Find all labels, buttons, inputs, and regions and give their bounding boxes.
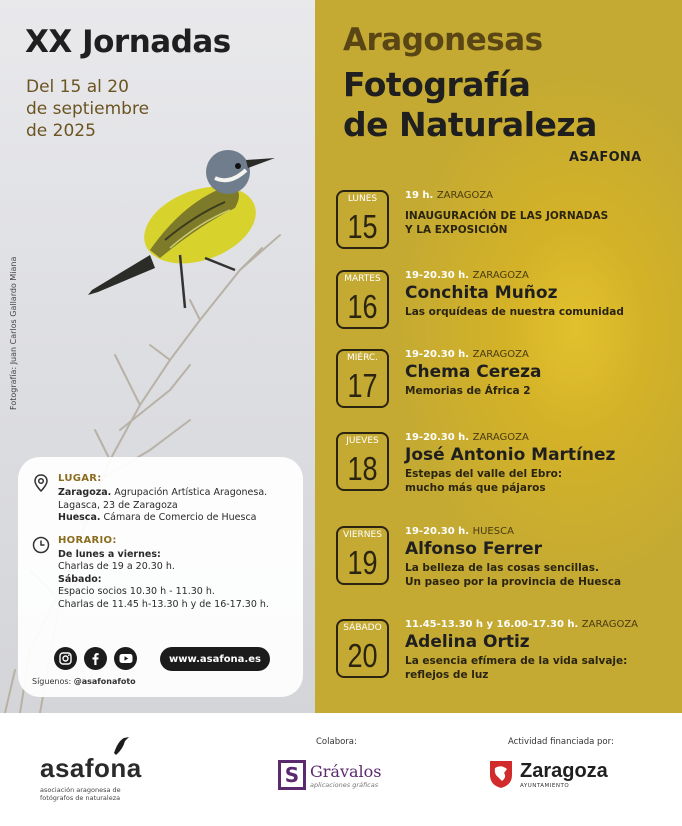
schedule-heading: HORARIO:: [58, 534, 117, 546]
program-panel: [315, 0, 682, 713]
speaker-name: José Antonio Martínez: [405, 445, 616, 465]
event-time: 19-20.30 h. ZARAGOZA: [405, 432, 529, 443]
bird-logo-icon: [110, 735, 130, 757]
gravalos-logo: S Grávalos aplicaciones gráficas: [278, 760, 382, 790]
asafona-wordmark: asafona: [40, 753, 142, 783]
speaker-name: Adelina Ortiz: [405, 632, 530, 652]
zaragoza-crest-icon: [488, 759, 514, 789]
title-line-2: Fotografía: [343, 65, 531, 104]
location-pin-icon: [32, 474, 50, 492]
zaragoza-logo: Zaragoza AYUNTAMIENTO: [488, 759, 608, 789]
event-description: Estepas del valle del Ebro: mucho más que pájaros: [405, 468, 563, 494]
venue-section: [32, 473, 289, 525]
edition-title: XX Jornadas: [25, 24, 231, 60]
social-links: [54, 647, 137, 670]
speaker-name: Conchita Muñoz: [405, 283, 558, 303]
event-time: 19-20.30 h. ZARAGOZA: [405, 270, 529, 281]
asafona-logo: [40, 753, 150, 802]
event-time: 19 h. ZARAGOZA: [405, 190, 494, 201]
date-badge: MARTES 16: [336, 270, 389, 329]
schedule-text: De lunes a viernes: Charlas de 19 a 20.30 h. Sábado: Espacio socios 10.30 h - 11.30 h. Charlas de 11.45 h-13.30 h y de 16-17.30 h.: [58, 548, 269, 610]
youtube-icon[interactable]: [114, 647, 137, 670]
event-dates: Del 15 al 20 de septiembre de 2025: [26, 77, 150, 141]
follow-us-text: Síguenos: @asafonafoto: [32, 677, 136, 686]
website-link[interactable]: www.asafona.es: [160, 647, 270, 671]
title-line-1: Aragonesas: [343, 22, 543, 58]
collab-label: Colabora:: [316, 737, 357, 747]
organizer-label: ASAFONA: [569, 150, 642, 165]
venue-text: Zaragoza. Agrupación Artística Aragonesa. Lagasca, 23 de Zaragoza Huesca. Cámara de Comercio de Huesca: [58, 487, 268, 523]
clock-icon: [32, 536, 50, 554]
venue-heading: LUGAR:: [58, 473, 102, 484]
info-card: [18, 457, 303, 697]
instagram-icon[interactable]: [54, 647, 77, 670]
event-description: Memorias de África 2: [405, 385, 531, 397]
date-badge: SÁBADO 20: [336, 619, 389, 678]
photo-panel: [0, 0, 315, 713]
date-badge: MIÉRC. 17: [336, 349, 389, 408]
event-description: La belleza de las cosas sencillas. Un paseo por la provincia de Huesca: [405, 562, 622, 588]
asafona-subtitle: asociación aragonesa de fotógrafos de naturaleza: [40, 786, 121, 802]
date-badge: VIERNES 19: [336, 526, 389, 585]
date-badge: JUEVES 18: [336, 432, 389, 491]
event-time: 19-20.30 h. ZARAGOZA: [405, 349, 529, 360]
event-time: 11.45-13.30 h y 16.00-17.30 h. ZARAGOZA: [405, 619, 639, 630]
facebook-icon[interactable]: [84, 647, 107, 670]
event-description: INAUGURACIÓN DE LAS JORNADAS Y LA EXPOSICIÓN: [405, 210, 609, 236]
speaker-name: Alfonso Ferrer: [405, 539, 543, 559]
event-description: La esencia efímera de la vida salvaje: reflejos de luz: [405, 655, 628, 681]
title-line-3: de Naturaleza: [343, 105, 597, 144]
event-description: Las orquídeas de nuestra comunidad: [405, 306, 624, 318]
event-time: 19-20.30 h. HUESCA: [405, 526, 514, 537]
speaker-name: Chema Cereza: [405, 362, 542, 382]
funded-label: Actividad financiada por:: [508, 737, 614, 747]
gravalos-mark-icon: S: [278, 760, 306, 790]
date-badge: LUNES 15: [336, 190, 389, 249]
photo-credit: Fotografía: Juan Carlos Gallardo Miana: [9, 256, 18, 410]
sponsors-footer: [0, 713, 682, 826]
schedule-section: [32, 535, 289, 612]
